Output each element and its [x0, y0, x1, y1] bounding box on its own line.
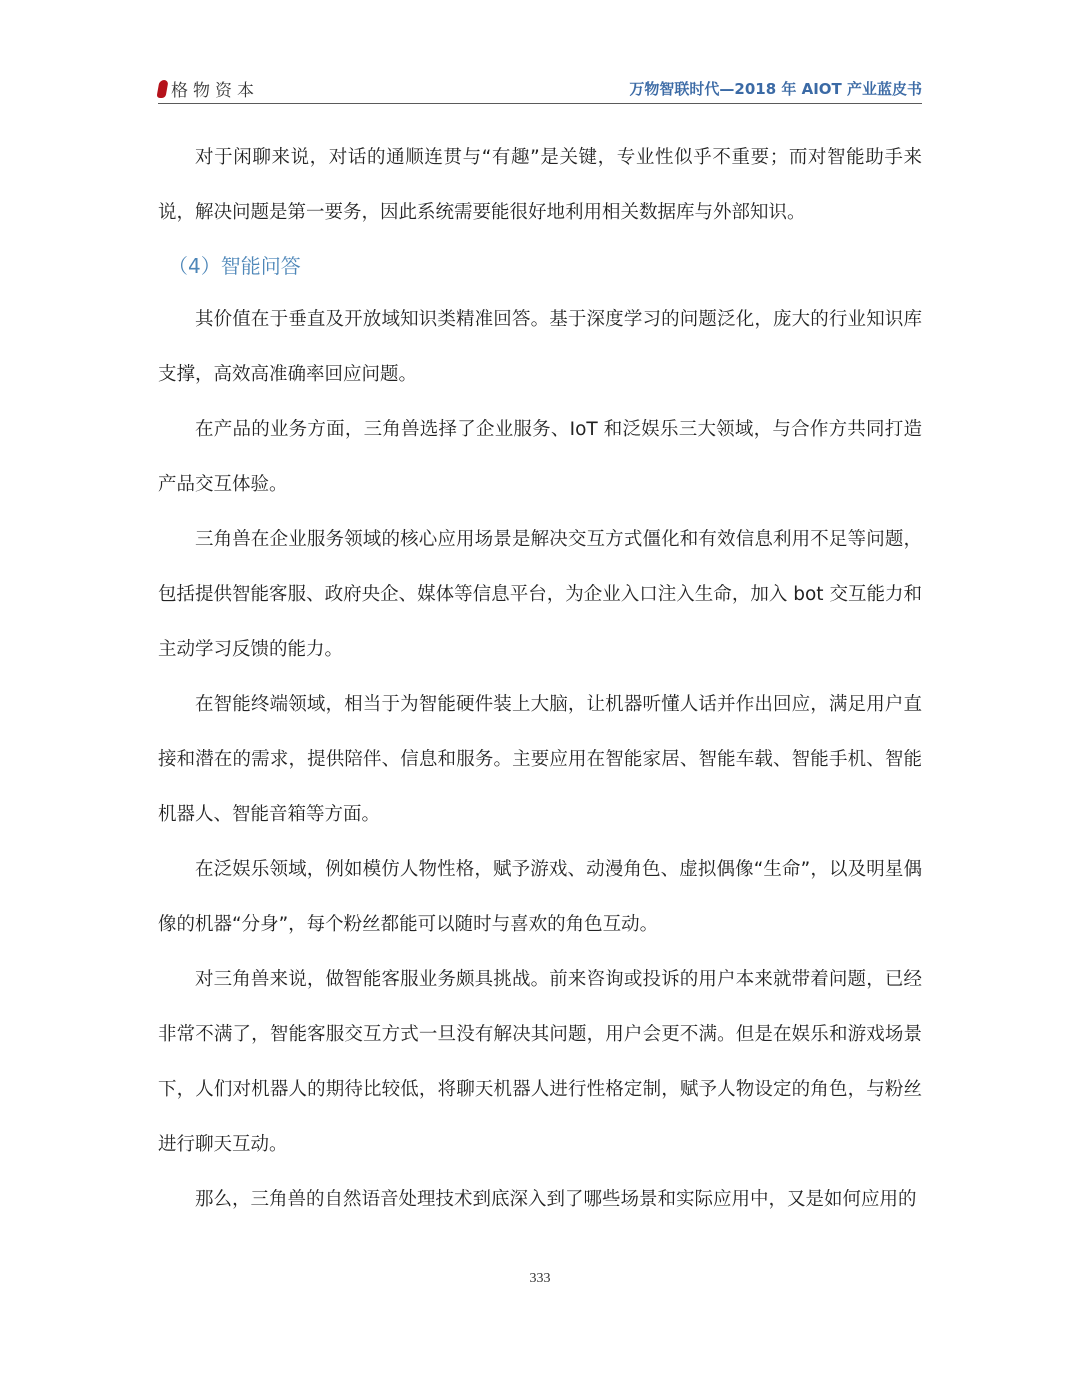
paragraph-entertainment: 在泛娱乐领域，例如模仿人物性格，赋予游戏、动漫角色、虚拟偶像“生命”，以及明星偶像的机器“分身”，每个粉丝都能可以随时与喜欢的角色互动。: [158, 859, 922, 935]
paragraph-business: 在产品的业务方面，三角兽选择了企业服务、IoT 和泛娱乐三大领域，与合作方共同打造产品交互体验。: [158, 419, 922, 495]
paragraph-question: 那么，三角兽的自然语音处理技术到底深入到了哪些场景和实际应用中，又是如何应用的: [195, 1189, 917, 1210]
main-content: [158, 130, 922, 1227]
logo: [158, 76, 259, 101]
paragraph-chitchat: 对于闲聊来说，对话的通顺连贯与“有趣”是关键，专业性似乎不重要；而对智能助手来说，解决问题是第一要务，因此系统需要能很好地利用相关数据库与外部知识。: [158, 147, 922, 223]
paragraph-enterprise: 三角兽在企业服务领域的核心应用场景是解决交互方式僵化和有效信息利用不足等问题，包括提供智能客服、政府央企、媒体等信息平台，为企业入口注入生命，加入 bot 交互能力和主动学习反馈的能力。: [158, 529, 922, 660]
header-divider: [158, 103, 922, 104]
paragraph-terminal: 在智能终端领域，相当于为智能硬件装上大脑，让机器听懂人话并作出回应，满足用户直接和潜在的需求，提供陪伴、信息和服务。主要应用在智能家居、智能车载、智能手机、智能机器人、智能音箱等方面。: [158, 694, 922, 825]
page-header: [158, 74, 922, 104]
page-number: 333: [529, 1271, 551, 1286]
paragraph-qa-value: 其价值在于垂直及开放域知识类精准回答。基于深度学习的问题泛化，庞大的行业知识库支撑，高效高准确率回应问题。: [158, 309, 922, 385]
header-title: 万物智联时代—2018 年 AIOT 产业蓝皮书: [629, 80, 922, 98]
logo-mark-icon: [156, 80, 168, 98]
section-heading: （4）智能问答: [168, 254, 301, 278]
logo-text: 格物资本: [171, 81, 259, 101]
paragraph-challenge: 对三角兽来说，做智能客服业务颇具挑战。前来咨询或投诉的用户本来就带着问题，已经非常不满了，智能客服交互方式一旦没有解决其问题，用户会更不满。但是在娱乐和游戏场景下，人们对机器人的期待比较低，将聊天机器人进行性格定制，赋予人物设定的角色，与粉丝进行聊天互动。: [158, 969, 922, 1155]
